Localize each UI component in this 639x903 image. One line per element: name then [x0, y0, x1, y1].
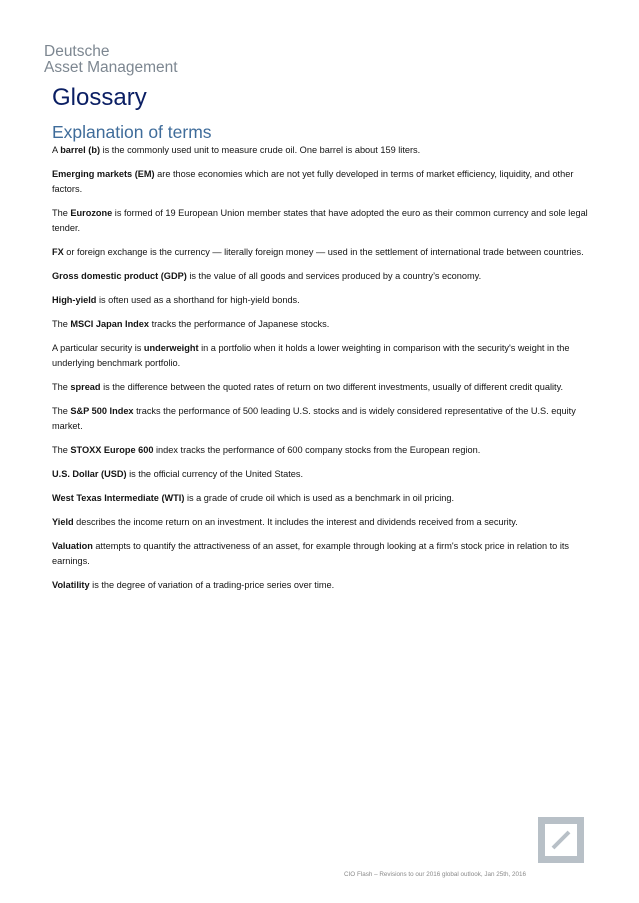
glossary-term: High-yield [52, 295, 97, 305]
page-title: Glossary [52, 84, 147, 111]
glossary-entry: Valuation attempts to quantify the attractiveness of an asset, for example through looking at a firm's stock price in relation to its earnings. [52, 541, 570, 566]
glossary-term: Gross domestic product (GDP) [52, 271, 187, 281]
glossary-entry: FX or foreign exchange is the currency — literally foreign money — used in the settlement of international trade between countries. [52, 247, 584, 257]
glossary-term: Valuation [52, 541, 93, 551]
glossary-entry: The spread is the difference between the quoted rates of return on two different investments, usually of different credit quality. [52, 382, 564, 392]
glossary-term: S&P 500 Index [70, 406, 134, 416]
glossary-term: U.S. Dollar (USD) [52, 469, 127, 479]
deutsche-bank-logo-icon [538, 817, 584, 863]
glossary-term: MSCI Japan Index [70, 319, 150, 329]
glossary-entry: U.S. Dollar (USD) is the official currency of the United States. [52, 469, 304, 479]
glossary-entry: The Eurozone is formed of 19 European Union member states that have adopted the euro as their common currency and sole legal tender. [52, 208, 588, 233]
brand-line-2: Asset Management [44, 59, 178, 76]
glossary-term: underweight [143, 343, 199, 353]
glossary-entry: The MSCI Japan Index tracks the performance of Japanese stocks. [52, 319, 330, 329]
glossary-list [52, 143, 604, 602]
page-subtitle: Explanation of terms [52, 122, 212, 142]
brand-line-1: Deutsche [44, 43, 110, 60]
glossary-term: STOXX Europe 600 [70, 445, 154, 455]
glossary-entry: West Texas Intermediate (WTI) is a grade of crude oil which is used as a benchmark in oil pricing. [52, 493, 455, 503]
glossary-entry: The S&P 500 Index tracks the performance of 500 leading U.S. stocks and is widely considered representative of the U.S. equity market. [52, 406, 576, 431]
page-footer: CIO Flash – Revisions to our 2016 global outlook, Jan 25th, 2016 [344, 871, 527, 878]
glossary-entry: Gross domestic product (GDP) is the value of all goods and services produced by a country’s economy. [52, 271, 482, 281]
glossary-term: Emerging markets (EM) [52, 169, 155, 179]
glossary-term: Yield [52, 517, 74, 527]
glossary-term: FX [52, 247, 64, 257]
glossary-entry: High-yield is often used as a shorthand for high-yield bonds. [52, 295, 300, 305]
glossary-term: Eurozone [70, 208, 113, 218]
glossary-entry: Volatility is the degree of variation of a trading-price series over time. [52, 580, 335, 590]
glossary-term: West Texas Intermediate (WTI) [52, 493, 185, 503]
glossary-term: spread [70, 382, 101, 392]
brand-logo-text [44, 44, 178, 76]
glossary-term: Volatility [52, 580, 90, 590]
glossary-term: barrel (b) [60, 145, 101, 155]
glossary-entry: Emerging markets (EM) are those economies which are not yet fully developed in terms of market efficiency, liquidity, and other factors. [52, 169, 574, 194]
glossary-entry: The STOXX Europe 600 index tracks the performance of 600 company stocks from the European region. [52, 445, 481, 455]
glossary-entry: A barrel (b) is the commonly used unit to measure crude oil. One barrel is about 159 liters. [52, 145, 421, 155]
glossary-entry: Yield describes the income return on an investment. It includes the interest and dividends received from a security. [52, 517, 518, 527]
glossary-entry: A particular security is underweight in a portfolio when it holds a lower weighting in comparison with the security's weight in the underlying benchmark portfolio. [52, 343, 570, 368]
